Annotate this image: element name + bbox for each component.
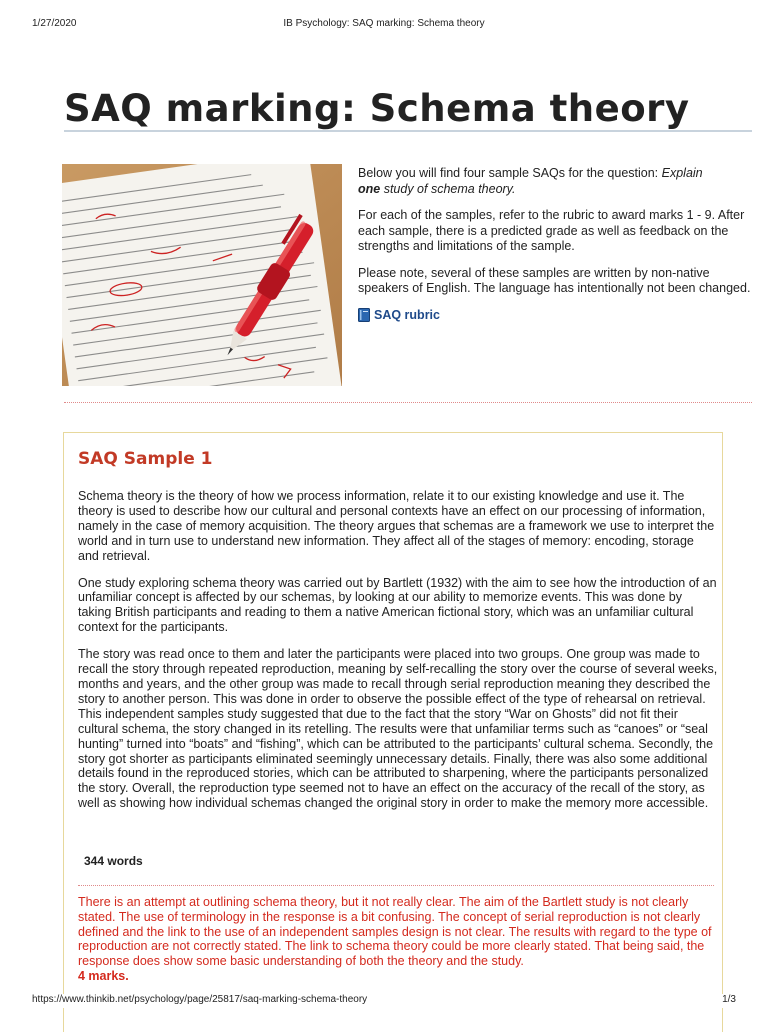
saq-rubric-link[interactable] xyxy=(358,308,758,324)
title-divider xyxy=(64,130,752,132)
word-count: 344 words xyxy=(84,854,143,868)
hero-image xyxy=(62,164,342,386)
page-url: https://www.thinkib.net/psychology/page/25817/saq-marking-schema-theory xyxy=(32,994,368,1005)
predicted-marks: 4 marks. xyxy=(78,968,129,983)
page-title: SAQ marking: Schema theory xyxy=(64,86,690,130)
question-emphasis: one xyxy=(358,181,381,196)
sample-paragraph: One study exploring schema theory was carried out by Bartlett (1932) with the aim to see how the introduction of an unfamiliar concept is affected by our schemas, by looking at our ability to memorize events. This was done by taking British participants and reading to them a native American fictional story, which was an unfamiliar cultural context for the participants. xyxy=(78,575,717,635)
print-footer xyxy=(32,994,736,1008)
sample-paragraph: The story was read once to them and later the participants were placed into two groups. One group was made to recall the story through repeated reproduction, meaning by self-recalling the story over the course of several weeks, months and years, and the other group was made to recall through serial reproduction meaning they described the story to another person. This was done in order to observe the possible effect of the type of rehearsal on retrieval. This independent samples study suggested that due to the fact that the story “War on Ghosts” did not fit their cultural schema, the story changed in its retelling. The results were that unfamiliar terms such as “canoes” or “seal hunting” turned into “boats” and “fishing”, which can be attributed to the participants’ cultural schema. Secondly, the story got shorter as participants eliminated seemingly unnecessary details. Finally, there was also some additional details found in the reproduced stories, which can be attributed to sharpening, where the participants personalized the story. Overall, the reproduction type seemed not to have an effect on the accuracy of the recall of the story, as well as showing how individual schemas changed the original story in order to make the memory more accessible. xyxy=(78,647,718,811)
sample-answer xyxy=(78,489,718,823)
print-date: 1/27/2020 xyxy=(32,18,77,29)
sample-paragraph: Schema theory is the theory of how we process information, relate it to our existing knowledge and use it. The theory is used to describe how our cultural and personal contexts have an effect on our processing of information, namely in the case of memory acquisition. The theory argues that schemas are a framework we use to interpret the world and in turn use to understand new information. They affect all of the stages of memory: encoding, storage and retrieval. xyxy=(78,489,715,563)
sample-heading: SAQ Sample 1 xyxy=(78,449,213,469)
question-text-end: study of schema theory. xyxy=(380,181,516,196)
book-icon xyxy=(358,308,370,322)
saq-rubric-link-label[interactable]: SAQ rubric xyxy=(374,307,440,322)
feedback-text: There is an attempt at outlining schema theory, but it not really clear. The aim of the Bartlett study is not clearly stated. The use of terminology in the response is a bit confusing. The concept of serial reproduction is not clearly defined and the link to the use of an independent samples design is not clear. The results with regard to the type of reproduction are not correctly stated. The link to schema theory could be more clearly stated. That being said, the response does show some basic understanding of both the theory and the study. xyxy=(78,895,712,969)
question-text: Explain xyxy=(661,166,703,180)
marked-essay-image xyxy=(62,164,342,386)
sample-card xyxy=(63,432,723,1032)
page-number: 1/3 xyxy=(722,994,736,1005)
print-header xyxy=(32,18,736,32)
intro-instructions: For each of the samples, refer to the rubric to award marks 1 - 9. After each sample, there is a predicted grade as well as feedback on the strengths and limitations of the sample. xyxy=(358,208,745,253)
feedback xyxy=(78,895,718,984)
print-page-title: IB Psychology: SAQ marking: Schema theory xyxy=(283,18,485,29)
intro-question-prefix: Below you will find four sample SAQs for the question: xyxy=(358,166,662,180)
section-divider xyxy=(64,402,752,403)
intro-question-paragraph xyxy=(358,166,758,197)
intro-language-note: Please note, several of these samples are written by non-native speakers of English. The language has intentionally not been changed. xyxy=(358,265,751,295)
intro-text xyxy=(358,166,758,323)
feedback-divider xyxy=(78,885,714,886)
